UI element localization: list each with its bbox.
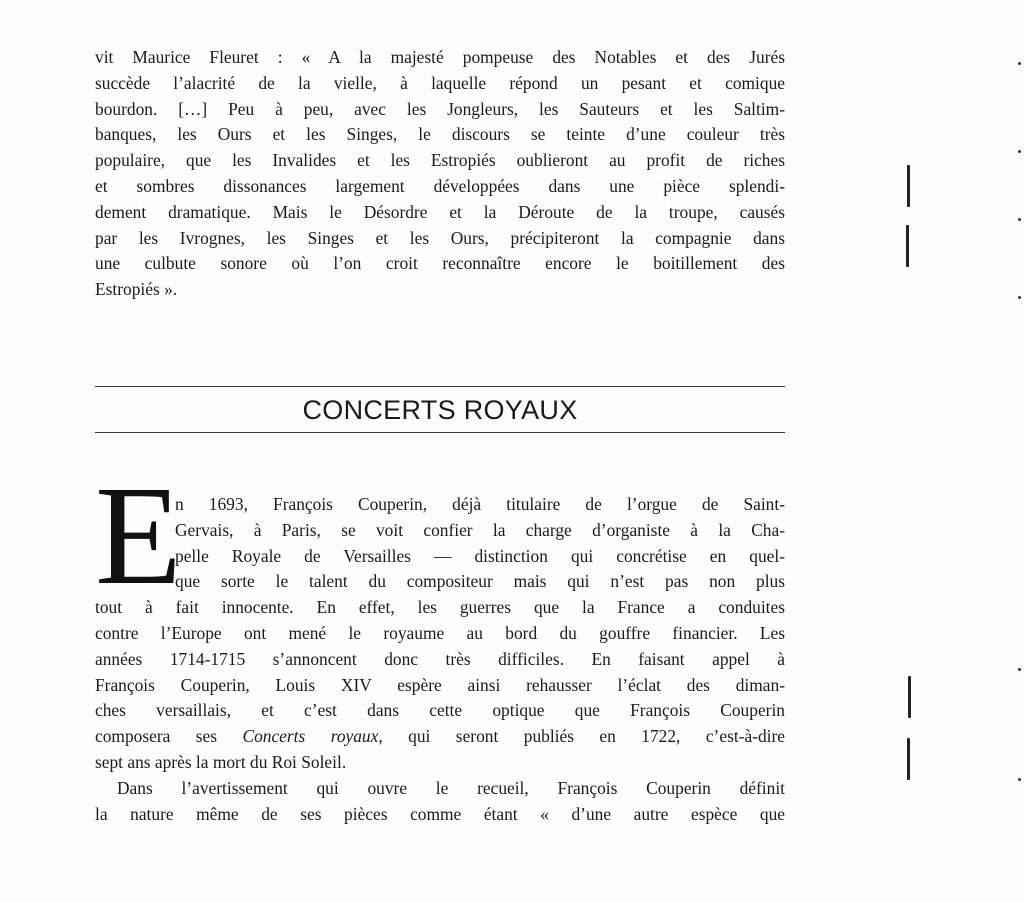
- text-line: succède l’alacrité de la vielle, à laquelle répond un pesant et comique: [95, 72, 785, 93]
- text-line: sept ans après la mort du Roi Soleil.: [95, 751, 347, 772]
- text-line: tout à fait innocente. En effet, les guerres que la France a conduites: [95, 597, 785, 618]
- text-line: contre l’Europe ont mené le royaume au bord du gouffre financier. Les: [95, 622, 785, 643]
- scan-dot: [1018, 150, 1021, 153]
- intro-paragraph: [95, 45, 785, 303]
- text-line: pelle Royale de Versailles — distinction qui concrétise en quel-: [175, 545, 785, 566]
- text-line: ches versaillais, et c’est dans cette optique que François Couperin: [95, 700, 785, 721]
- text-line: François Couperin, Louis XIV espère ainsi rehausser l’éclat des diman-: [95, 674, 785, 695]
- text-line: par les Ivrognes, les Singes et les Ours, précipiteront la compagnie dans: [95, 227, 785, 248]
- text-line: n 1693, François Couperin, déjà titulaire de l’orgue de Saint-: [175, 494, 785, 514]
- text-fragment: composera ses: [95, 726, 243, 747]
- text-line: vit Maurice Fleuret : « A la majesté pompeuse des Notables et des Jurés: [95, 47, 785, 67]
- scan-dot: [1018, 296, 1021, 299]
- text-line: une culbute sonore où l’on croit reconnaître encore le boitillement des: [95, 253, 785, 274]
- text-line: que sorte le talent du compositeur mais qui n’est pas non plus: [175, 571, 785, 592]
- scan-mark: [906, 225, 909, 267]
- text-line: Dans l’avertissement qui ouvre le recueil, François Couperin définit: [117, 777, 785, 798]
- scan-mark: [907, 738, 910, 780]
- section-title: CONCERTS ROYAUX: [302, 395, 578, 425]
- scan-dot: [1018, 778, 1021, 781]
- text-line-with-italic: [95, 724, 785, 750]
- text-line: la nature même de ses pièces comme étant « d’une autre espèce que: [95, 803, 785, 824]
- text-line: années 1714-1715 s’annoncent donc très difficiles. En faisant appel à: [95, 648, 785, 669]
- section-rule-bottom: [95, 432, 785, 433]
- scan-mark: [907, 165, 910, 207]
- section-rule-top: [95, 386, 785, 387]
- drop-cap-letter: E: [95, 456, 182, 614]
- text-line: et sombres dissonances largement développées dans une pièce splendi-: [95, 175, 785, 196]
- italic-title: Concerts royaux: [242, 726, 379, 747]
- scan-mark: [908, 676, 911, 718]
- scan-dot: [1018, 62, 1021, 65]
- text-line: bourdon. […] Peu à peu, avec les Jongleurs, les Sauteurs et les Saltim-: [95, 98, 785, 119]
- text-fragment: , qui seront publiés en 1722, c’est-à-dire: [378, 726, 786, 747]
- text-line: populaire, que les Invalides et les Estropiés oublieront au profit de riches: [95, 150, 785, 171]
- text-line: dement dramatique. Mais le Désordre et la Déroute de la troupe, causés: [95, 201, 785, 222]
- scan-dot: [1018, 218, 1021, 221]
- text-line: banques, les Ours et les Singes, le discours se teinte d’une couleur très: [95, 124, 785, 145]
- scan-dot: [1018, 668, 1021, 671]
- text-line: Estropiés ».: [95, 279, 178, 300]
- body-paragraph: [95, 492, 785, 827]
- text-line: Gervais, à Paris, se voit confier la charge d’organiste à la Cha-: [175, 519, 785, 540]
